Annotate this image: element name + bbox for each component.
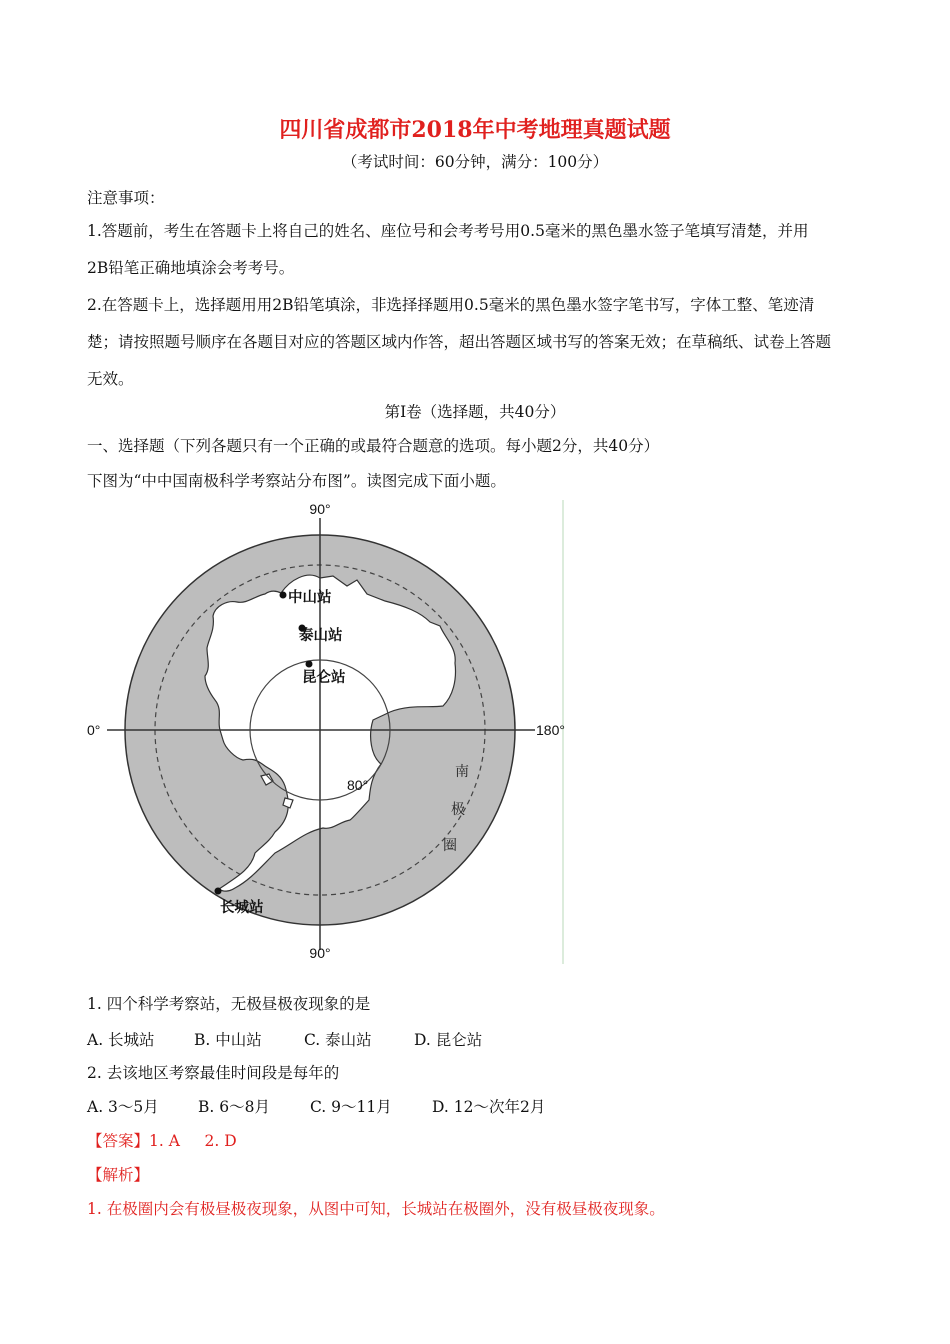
analysis-line-1: 1. 在极圈内会有极昼极夜现象，从图中可知，长城站在极圈外，没有极昼极夜现象。 (87, 1200, 665, 1218)
exam-info: （考试时间：60分钟，满分：100分） (341, 153, 609, 171)
q1-option-d[interactable]: D. 昆仑站 (414, 1031, 483, 1049)
notes-heading: 注意事项： (87, 189, 165, 207)
note-1-line-1: 1.答题前，考生在答题卡上将自己的姓名、座位号和会考考号用0.5毫米的黑色墨水签子笔填写清楚，并用 (87, 222, 809, 240)
question-1-options (87, 1030, 877, 1050)
changcheng-label: 长城站 (220, 899, 264, 916)
antarctic-station-map (85, 498, 567, 964)
circle-label-char-2: 极 (451, 802, 465, 818)
part-heading: 一、选择题（下列各题只有一个正确的或最符合题意的选项。每小题2分，共40分） (87, 437, 660, 455)
analysis-tag: 【解析】 (87, 1166, 150, 1184)
answer-text: 1. A 2. D (149, 1132, 237, 1150)
question-2-stem: 2. 去该地区考察最佳时间段是每年的 (87, 1064, 340, 1082)
note-2-line-3: 无效。 (87, 370, 134, 388)
zhongshan-station-dot (280, 592, 287, 599)
label-0: 0° (87, 722, 101, 738)
q2-option-b[interactable]: B. 6～8月 (198, 1098, 270, 1116)
answer-tag: 【答案】 (87, 1132, 150, 1150)
q1-option-b[interactable]: B. 中山站 (194, 1031, 262, 1049)
q2-option-a[interactable]: A. 3～5月 (87, 1098, 159, 1116)
label-90-bottom: 90° (309, 945, 331, 961)
q2-option-d[interactable]: D. 12～次年2月 (432, 1098, 546, 1116)
note-2-line-1: 2.在答题卡上，选择题用用2B铅笔填涂，非选择择题用0.5毫米的黑色墨水签字笔书写，字体工整、笔迹清 (87, 296, 815, 314)
note-2-line-2: 楚；请按照题号顺序在各题目对应的答题区域内作答，超出答题区域书写的答案无效；在草稿纸、试卷上答题 (87, 333, 832, 351)
changcheng-station-dot (215, 888, 222, 895)
kunlun-label: 昆仑站 (302, 669, 346, 686)
volume-heading: 第Ⅰ卷（选择题，共40分） (384, 403, 566, 421)
answer-line (87, 1131, 877, 1151)
kunlun-station-dot (306, 661, 313, 668)
label-90-top: 90° (309, 501, 331, 517)
taishan-label: 泰山站 (299, 627, 343, 644)
zhongshan-label: 中山站 (288, 589, 332, 606)
question-2-options (87, 1097, 877, 1117)
label-180: 180° (536, 722, 565, 738)
question-1-stem: 1. 四个科学考察站，无极昼极夜现象的是 (87, 995, 371, 1013)
label-80: 80° (347, 777, 369, 793)
question-intro: 下图为“中中国南极科学考察站分布图”。读图完成下面小题。 (87, 472, 506, 490)
circle-label-char-3: 圈 (443, 838, 457, 854)
note-1-line-2: 2B铅笔正确地填涂会考考号。 (87, 259, 295, 277)
page-title: 四川省成都市2018年中考地理真题试题 (279, 117, 671, 143)
q2-option-c[interactable]: C. 9～11月 (310, 1098, 392, 1116)
q1-option-a[interactable]: A. 长城站 (87, 1031, 155, 1049)
q1-option-c[interactable]: C. 泰山站 (304, 1031, 372, 1049)
circle-label-char-1: 南 (455, 764, 469, 780)
